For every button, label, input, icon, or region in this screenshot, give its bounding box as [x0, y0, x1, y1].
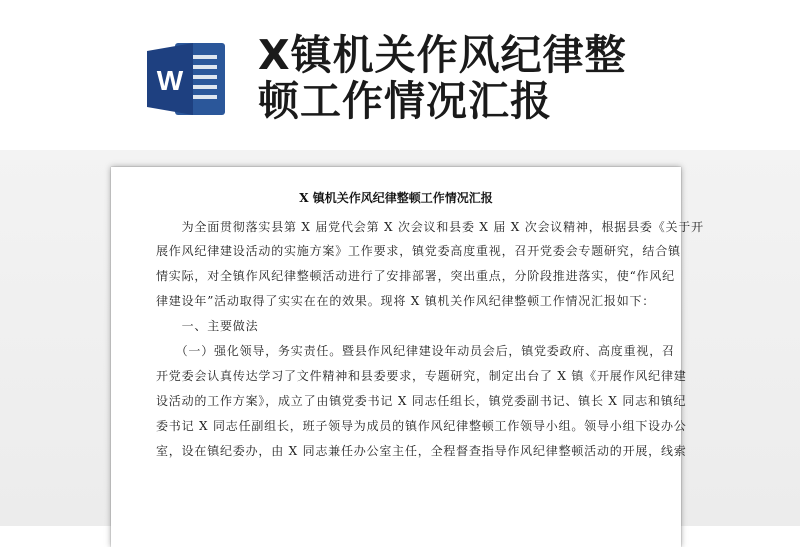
paragraph-line: 室，设在镇纪委办，由 X 同志兼任办公室主任，全程督查指导作风纪律整顿活动的开展，线索 — [156, 444, 687, 458]
banner-title-line: X镇机关作风纪律整 — [258, 31, 627, 79]
document-title: X 镇机关作风纪律整顿工作情况汇报 — [299, 191, 493, 205]
paragraph-line: 委书记 X 同志任副组长，班子领导为成员的镇作风纪律整顿工作领导小组。领导小组下设办公 — [156, 419, 687, 433]
paragraph-line: 设活动的工作方案》，成立了由镇党委书记 X 同志任组长，镇党委副书记、镇长 X 同志和镇纪 — [156, 394, 687, 408]
banner-title-line: 顿工作情况汇报 — [258, 77, 552, 125]
banner-title — [258, 32, 678, 124]
paragraph-line: 开党委会认真传达学习了文件精神和县委要求，专题研究，制定出台了 X 镇《开展作风纪律建 — [156, 369, 687, 383]
paragraph-line: （一）强化领导，务实责任。暨县作风纪律建设年动员会后，镇党委政府、高度重视，召 — [156, 344, 675, 358]
paragraph-line: 律建设年”活动取得了实实在在的效果。现将 X 镇机关作风纪律整顿工作情况汇报如下： — [156, 294, 656, 308]
paragraph-line: 为全面贯彻落实县第 X 届党代会第 X 次会议和县委 X 届 X 次会议精神，根据县委《关于开 — [156, 220, 704, 234]
section-heading: 一、主要做法 — [156, 319, 259, 333]
word-icon-letter: W — [156, 65, 184, 96]
banner — [0, 0, 800, 150]
document-page — [111, 167, 704, 547]
word-icon — [145, 37, 229, 121]
paragraph-line: 情实际，对全镇作风纪律整顿活动进行了安排部署，突出重点，分阶段推进落实，使“作风纪 — [156, 269, 675, 283]
paragraph-line: 展作风纪律建设活动的实施方案》工作要求，镇党委高度重视，召开党委会专题研究，结合镇 — [156, 244, 681, 258]
